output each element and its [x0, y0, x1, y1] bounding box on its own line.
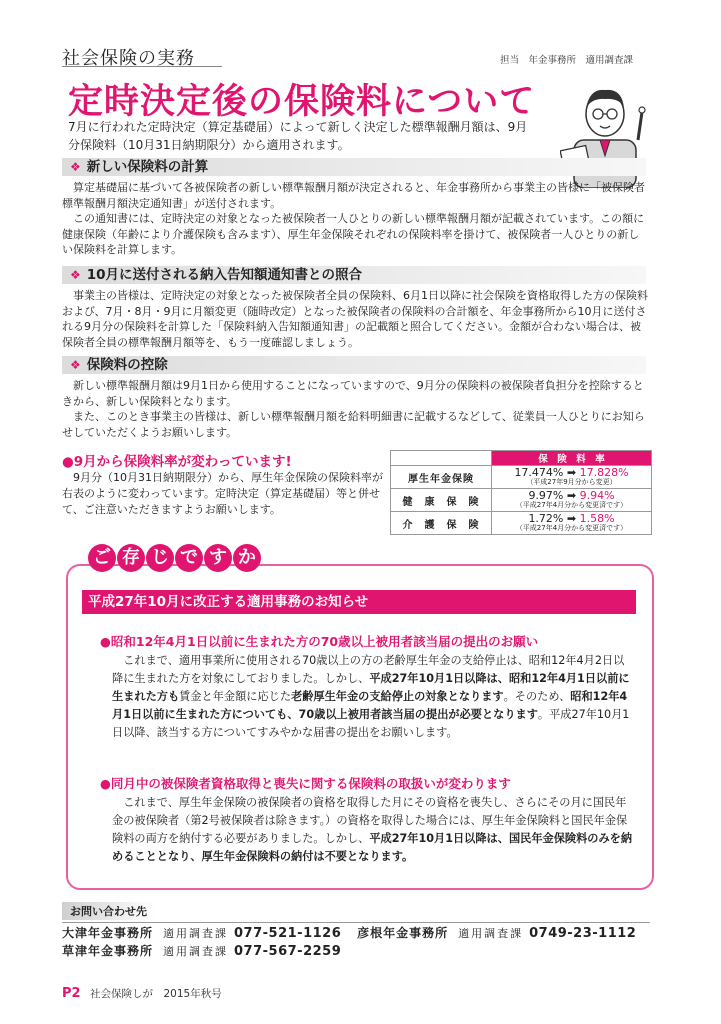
- phone-number: 0749-23-1112: [529, 926, 637, 941]
- table-row: [391, 466, 652, 489]
- diamond-icon: ❖: [70, 160, 81, 174]
- rate-label: 健 康 保 険: [391, 489, 492, 512]
- notice-body-2: これまで、厚生年金保険の被保険者の資格を取得した月にその資格を喪失し、さらにその月に国民年金の被保険者（第2号被保険者は除きます。）の資格を取得した場合には、厚生年金保険料と国民年金保険料の両方を納付する必要がありました。しかし、平成27年10月1日以降は、国民年金保険料のみを納めることとなり、厚生年金保険料の納付は不要となります。: [112, 796, 633, 863]
- section-heading-reconcile: ❖ 10月に送付される納入告知額通知書との照合: [62, 266, 646, 284]
- series-label: 社会保険の実務: [62, 48, 195, 69]
- bubble-char: 存: [117, 544, 145, 572]
- rate-change-heading: ●9月から保険料率が変わっています!: [62, 454, 292, 470]
- arrow-right-icon: ➡: [566, 512, 577, 525]
- diamond-icon: ❖: [70, 358, 81, 372]
- page-title: 定時決定後の保険料について: [68, 82, 536, 122]
- paragraph: また、このとき事業主の皆様は、新しい標準報酬月額を給料明細書に記載するなどして、従業員一人ひとりにお知らせしていただくようお願いします。: [62, 410, 645, 439]
- notice-heading-2: ●同月中の被保険者資格取得と喪失に関する保険料の取扱いが変わります: [100, 776, 511, 791]
- issue-label: 社会保険しが 2015年秋号: [90, 988, 222, 1000]
- series-underline: [62, 66, 222, 67]
- section-body-reconcile: [62, 288, 650, 350]
- table-row: [391, 512, 652, 535]
- arrow-right-icon: ➡: [566, 466, 577, 479]
- section-heading-calc: ❖ 新しい保険料の計算: [62, 158, 646, 176]
- rate-value: 17.474% ➡ 17.828% （平成27年9月分から変更）: [492, 466, 652, 489]
- bubble-char: ご: [88, 544, 116, 572]
- contact-divider: [62, 922, 650, 923]
- arrow-right-icon: ➡: [566, 489, 577, 502]
- dept-name: 適用調査課: [458, 927, 524, 940]
- phone-number: 077-521-1126: [234, 926, 342, 941]
- section-body-calc: [62, 180, 650, 258]
- paragraph: 新しい標準報酬月額は9月1日から使用することになっていますので、9月分の保険料の被保険者負担分を控除するときから、新しい保険料となります。: [62, 379, 644, 408]
- byline: 担当 年金事務所 適用調査課: [500, 55, 634, 66]
- rate-table: [390, 450, 652, 535]
- notice-heading-1: ●昭和12年4月1日以前に生まれた方の70歳以上被用者該当届の提出のお願い: [100, 634, 539, 649]
- contact-row: [62, 942, 341, 959]
- diamond-icon: ❖: [70, 268, 81, 282]
- paragraph: 事業主の皆様は、定時決定の対象となった被保険者全員の保険料、6月1日以降に社会保険を資格取得した方の保険料および、7月・8月・9月に月額変更（随時改定）となった被保険者の保険料の合計額を、年金事務所から10月に送付される9月分の保険料を計算した「保険料納入告知額通知書」の記載額と照合してください。金額が合わない場合は、被保険者全員の標準報酬月額等を、もう一度確認しましょう。: [62, 289, 648, 349]
- phone-number: 077-567-2259: [234, 944, 342, 959]
- contact-label: お問い合わせ先: [62, 902, 155, 920]
- intro-text: 7月に行われた定時決定（算定基礎届）によって新しく決定した標準報酬月額は、9月分保険料（10月31日納期限分）から適用されます。: [68, 120, 528, 152]
- notice-title: 平成27年10月に改正する適用事務のお知らせ: [82, 590, 636, 614]
- section-body-deduction: [62, 378, 650, 440]
- page-number: P2: [62, 986, 81, 1001]
- dept-name: 適用調査課: [163, 945, 229, 958]
- rate-table-header: 保 険 料 率: [492, 451, 652, 466]
- office-name: 大津年金事務所: [62, 926, 154, 940]
- bubble-char: す: [204, 544, 232, 572]
- table-row: [391, 489, 652, 512]
- bubble-char: じ: [146, 544, 174, 572]
- paragraph: この通知書には、定時決定の対象となった被保険者一人ひとりの新しい標準報酬月額が記載されています。この額に健康保険（年齢により介護保険も含みます）、厚生年金保険それぞれの保険料率を掛けて、被保険者一人ひとりの新しい保険料を計算します。: [62, 212, 645, 256]
- rate-label: 介 護 保 険: [391, 512, 492, 535]
- office-name: 彦根年金事務所: [357, 926, 449, 940]
- office-name: 草津年金事務所: [62, 944, 154, 958]
- bubble-char: か: [233, 544, 261, 572]
- bubble-char: で: [175, 544, 203, 572]
- notice-body-1: これまで、適用事業所に使用される70歳以上の方の老齢厚生年金の支給停止は、昭和12年4月2日以降に生まれた方を対象にしておりました。しかし、平成27年10月1日以降は、昭和12年4月1日以前に生まれた方も賃金と年金額に応じた老齢厚生年金の支給停止の対象となります。そのため、昭和12年4月1日以前に生まれた方についても、70歳以上被用者該当届の提出が必要となります。平成27年10月1日以降、該当する方についてすみやかな届書の提出をお願いします。: [112, 654, 630, 739]
- rate-label: 厚生年金保険: [391, 466, 492, 489]
- did-you-know-bubbles: [88, 544, 261, 580]
- paragraph: 算定基礎届に基づいて各被保険者の新しい標準報酬月額が決定されると、年金事務所から事業主の皆様に「被保険者標準報酬月額決定通知書」が送付されます。: [62, 181, 645, 210]
- dept-name: 適用調査課: [163, 927, 229, 940]
- rate-value: 9.97% ➡ 9.94% （平成27年4月分から変更済です）: [492, 489, 652, 512]
- section-heading-deduction: ❖ 保険料の控除: [62, 356, 646, 374]
- contact-row: [62, 924, 636, 941]
- rate-value: 1.72% ➡ 1.58% （平成27年4月分から変更済です）: [492, 512, 652, 535]
- rate-change-text: 9月分（10月31日納期限分）から、厚生年金保険の保険料率が右表のように変わっています。定時決定（算定基礎届）等と併せて、ご注意いただきますようお願いします。: [62, 471, 383, 516]
